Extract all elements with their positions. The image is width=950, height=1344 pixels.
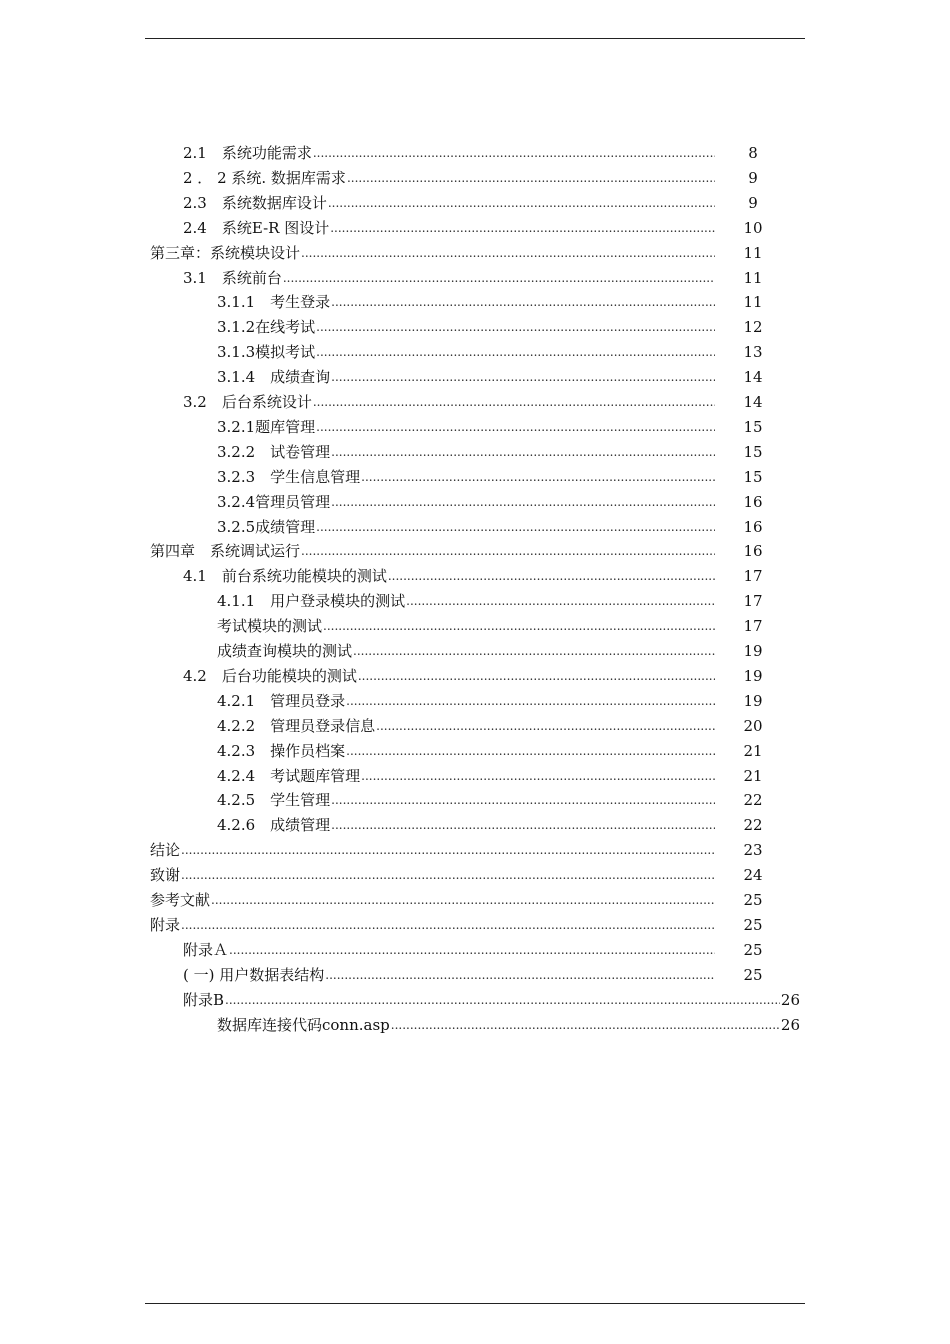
toc-entry-page-number: 26 — [780, 1015, 800, 1034]
toc-entry-title: 3.2 后台系统设计 — [183, 393, 312, 411]
footer-rule — [145, 1303, 805, 1304]
toc-leader-dots — [331, 365, 715, 389]
toc-entry-page-number: 26 — [780, 990, 800, 1009]
toc-leader-dots — [391, 1013, 780, 1037]
toc-leader-dots — [331, 788, 715, 812]
toc-leader-dots — [346, 689, 715, 713]
toc-entry-page-number: 20 — [743, 716, 763, 735]
toc-entry[interactable] — [217, 764, 768, 788]
toc-entry-title: 3.1.3模拟考试 — [217, 343, 316, 362]
toc-entry[interactable] — [183, 141, 768, 165]
toc-entry-page-number: 16 — [743, 542, 763, 561]
toc-entry-page-number: 17 — [743, 592, 763, 611]
toc-entry[interactable] — [217, 315, 768, 339]
toc-leader-dots — [331, 440, 715, 464]
toc-entry[interactable] — [183, 166, 768, 190]
toc-entry-title: 3.1.4 成绩查询 — [217, 368, 331, 387]
toc-entry-title: 结论 — [150, 841, 181, 860]
toc-entry[interactable] — [183, 191, 768, 215]
toc-leader-dots — [211, 888, 715, 912]
toc-entry[interactable] — [217, 465, 768, 489]
toc-entry-title: 2 ． 2 系统. 数据库需求 — [183, 168, 346, 187]
toc-entry[interactable] — [183, 988, 800, 1012]
toc-entry-page-number: 15 — [743, 442, 763, 461]
toc-entry-page-number: 11 — [743, 293, 763, 312]
toc-entry-page-number: 17 — [743, 567, 763, 586]
toc-entry-title: 致谢 — [150, 866, 181, 885]
toc-entry-title: 3.1.1 考生登录 — [217, 293, 331, 312]
toc-entry-page-number: 24 — [743, 866, 763, 885]
toc-entry-title: 第四章 系统调试运行 — [150, 542, 301, 561]
toc-leader-dots — [181, 863, 715, 887]
toc-entry-title: 附录Ａ — [183, 940, 229, 959]
toc-entry-title: 2.1 系统功能需求 — [183, 144, 312, 162]
toc-entry-title: 考试模块的测试 — [217, 617, 323, 636]
toc-entry-page-number: 11 — [743, 268, 763, 287]
toc-entry[interactable] — [183, 664, 768, 688]
toc-entry-page-number: 12 — [743, 318, 763, 337]
toc-entry-title: 4.2.4 考试题库管理 — [217, 766, 361, 785]
toc-leader-dots — [181, 913, 715, 937]
toc-entry-title: 3.2.2 试卷管理 — [217, 442, 331, 461]
toc-leader-dots — [316, 315, 715, 339]
toc-entry-page-number: 25 — [743, 940, 763, 959]
toc-entry-title: 3.2.4管理员管理 — [217, 492, 331, 511]
toc-entry-title: 4.2.2 管理员登录信息 — [217, 716, 376, 735]
toc-entry-title: 附录B — [183, 990, 225, 1009]
toc-leader-dots — [328, 191, 715, 215]
toc-entry-title: 3.1 系统前台 — [183, 268, 282, 287]
toc-entry-title: 4.1 前台系统功能模块的测试 — [183, 567, 387, 586]
toc-entry[interactable] — [217, 515, 768, 539]
toc-entry[interactable] — [217, 1013, 800, 1037]
toc-entry-page-number: 21 — [743, 741, 763, 760]
toc-entry-page-number: 11 — [743, 243, 763, 262]
toc-entry-title: 第三章：系统模块设计 — [150, 243, 301, 262]
toc-entry-title: 参考文献 — [150, 891, 211, 909]
toc-entry-title: 3.1.2在线考试 — [217, 318, 316, 337]
toc-leader-dots — [346, 739, 715, 763]
toc-entry-page-number: 21 — [743, 766, 763, 785]
toc-leader-dots — [331, 290, 715, 314]
toc-entry[interactable] — [217, 440, 768, 464]
toc-leader-dots — [316, 515, 715, 539]
header-rule — [145, 38, 805, 39]
toc-leader-dots — [316, 415, 715, 439]
toc-entry[interactable] — [217, 415, 768, 439]
toc-entry[interactable] — [183, 938, 768, 962]
toc-entry[interactable] — [217, 290, 768, 314]
toc-leader-dots — [347, 166, 715, 190]
toc-entry[interactable] — [150, 888, 768, 912]
toc-entry-page-number: 9 — [748, 168, 758, 187]
toc-leader-dots — [330, 216, 715, 240]
toc-leader-dots — [301, 539, 715, 563]
toc-entry-title: 3.2.3 学生信息管理 — [217, 467, 361, 486]
toc-entry[interactable] — [183, 963, 768, 987]
toc-entry-page-number: 14 — [743, 368, 763, 387]
toc-entry-title: 4.2.1 管理员登录 — [217, 691, 346, 710]
toc-entry-page-number: 10 — [743, 218, 763, 237]
toc-entry-title: 数据库连接代码conn.asp — [217, 1015, 390, 1034]
toc-entry[interactable] — [217, 365, 768, 389]
toc-entry[interactable] — [217, 689, 768, 713]
toc-entry-title: 3.2.1题库管理 — [217, 417, 316, 436]
toc-entry[interactable] — [217, 589, 768, 613]
toc-entry[interactable] — [217, 813, 768, 837]
toc-leader-dots — [325, 963, 715, 987]
toc-entry-page-number: 19 — [743, 691, 763, 710]
toc-leader-dots — [406, 589, 715, 613]
toc-entry-page-number: 22 — [743, 791, 763, 810]
toc-leader-dots — [376, 714, 715, 738]
toc-entry-title: 成绩查询模块的测试 — [217, 642, 353, 660]
toc-entry-title: ( 一) 用户数据表结构 — [183, 965, 325, 984]
toc-leader-dots — [283, 266, 715, 290]
toc-entry-title: 4.1.1 用户登录模块的测试 — [217, 592, 406, 611]
toc-entry[interactable] — [217, 788, 768, 812]
toc-entry-page-number: 16 — [743, 517, 763, 536]
toc-leader-dots — [316, 340, 715, 364]
toc-entry-page-number: 25 — [743, 915, 763, 934]
toc-entry-page-number: 23 — [743, 841, 763, 860]
toc-entry-title: 2.3 系统数据库设计 — [183, 193, 327, 212]
toc-entry-page-number: 14 — [743, 393, 763, 411]
toc-entry-title: 附录 — [150, 915, 181, 934]
toc-entry-page-number: 25 — [743, 965, 763, 984]
toc-entry[interactable] — [217, 614, 768, 638]
toc-entry-page-number: 13 — [743, 343, 763, 362]
toc-entry[interactable] — [217, 714, 768, 738]
toc-entry[interactable] — [150, 241, 768, 265]
toc-leader-dots — [301, 241, 715, 265]
toc-leader-dots — [323, 614, 715, 638]
toc-entry-page-number: 8 — [748, 144, 758, 162]
toc-entry[interactable] — [217, 739, 768, 763]
toc-leader-dots — [353, 639, 715, 663]
toc-entry-page-number: 17 — [743, 617, 763, 636]
toc-entry-title: 4.2.3 操作员档案 — [217, 741, 346, 760]
toc-leader-dots — [361, 465, 715, 489]
toc-leader-dots — [331, 813, 715, 837]
toc-entry[interactable] — [150, 838, 768, 862]
toc-entry-title: 4.2.6 成绩管理 — [217, 816, 331, 835]
toc-entry-page-number: 19 — [743, 642, 763, 660]
toc-entry[interactable] — [183, 266, 768, 290]
toc-entry[interactable] — [183, 216, 768, 240]
toc-entry[interactable] — [183, 390, 768, 414]
toc-leader-dots — [331, 490, 715, 514]
toc-entry-title: 3.2.5成绩管理 — [217, 517, 316, 536]
toc-leader-dots — [388, 564, 715, 588]
toc-entry[interactable] — [217, 490, 768, 514]
toc-entry[interactable] — [217, 639, 768, 663]
toc-entry[interactable] — [150, 539, 768, 563]
toc-entry-title: 4.2.5 学生管理 — [217, 791, 331, 810]
toc-leader-dots — [225, 988, 780, 1012]
toc-entry-page-number: 15 — [743, 467, 763, 486]
toc-entry-page-number: 16 — [743, 492, 763, 511]
toc-leader-dots — [361, 764, 715, 788]
toc-entry-page-number: 9 — [748, 193, 758, 212]
toc-entry-title: 4.2 后台功能模块的测试 — [183, 666, 357, 685]
toc-entry-page-number: 19 — [743, 666, 763, 685]
toc-entry-page-number: 25 — [743, 891, 763, 909]
toc-entry-page-number: 22 — [743, 816, 763, 835]
toc-entry[interactable] — [183, 564, 768, 588]
toc-entry-title: 2.4 系统E-R 图设计 — [183, 218, 330, 237]
toc-entry-page-number: 15 — [743, 417, 763, 436]
toc-entry[interactable] — [150, 863, 768, 887]
toc-leader-dots — [313, 390, 715, 414]
toc-leader-dots — [358, 664, 715, 688]
toc-leader-dots — [181, 838, 715, 862]
toc-leader-dots — [229, 938, 715, 962]
toc-leader-dots — [313, 141, 715, 165]
toc-entry[interactable] — [150, 913, 768, 937]
toc-entry[interactable] — [217, 340, 768, 364]
